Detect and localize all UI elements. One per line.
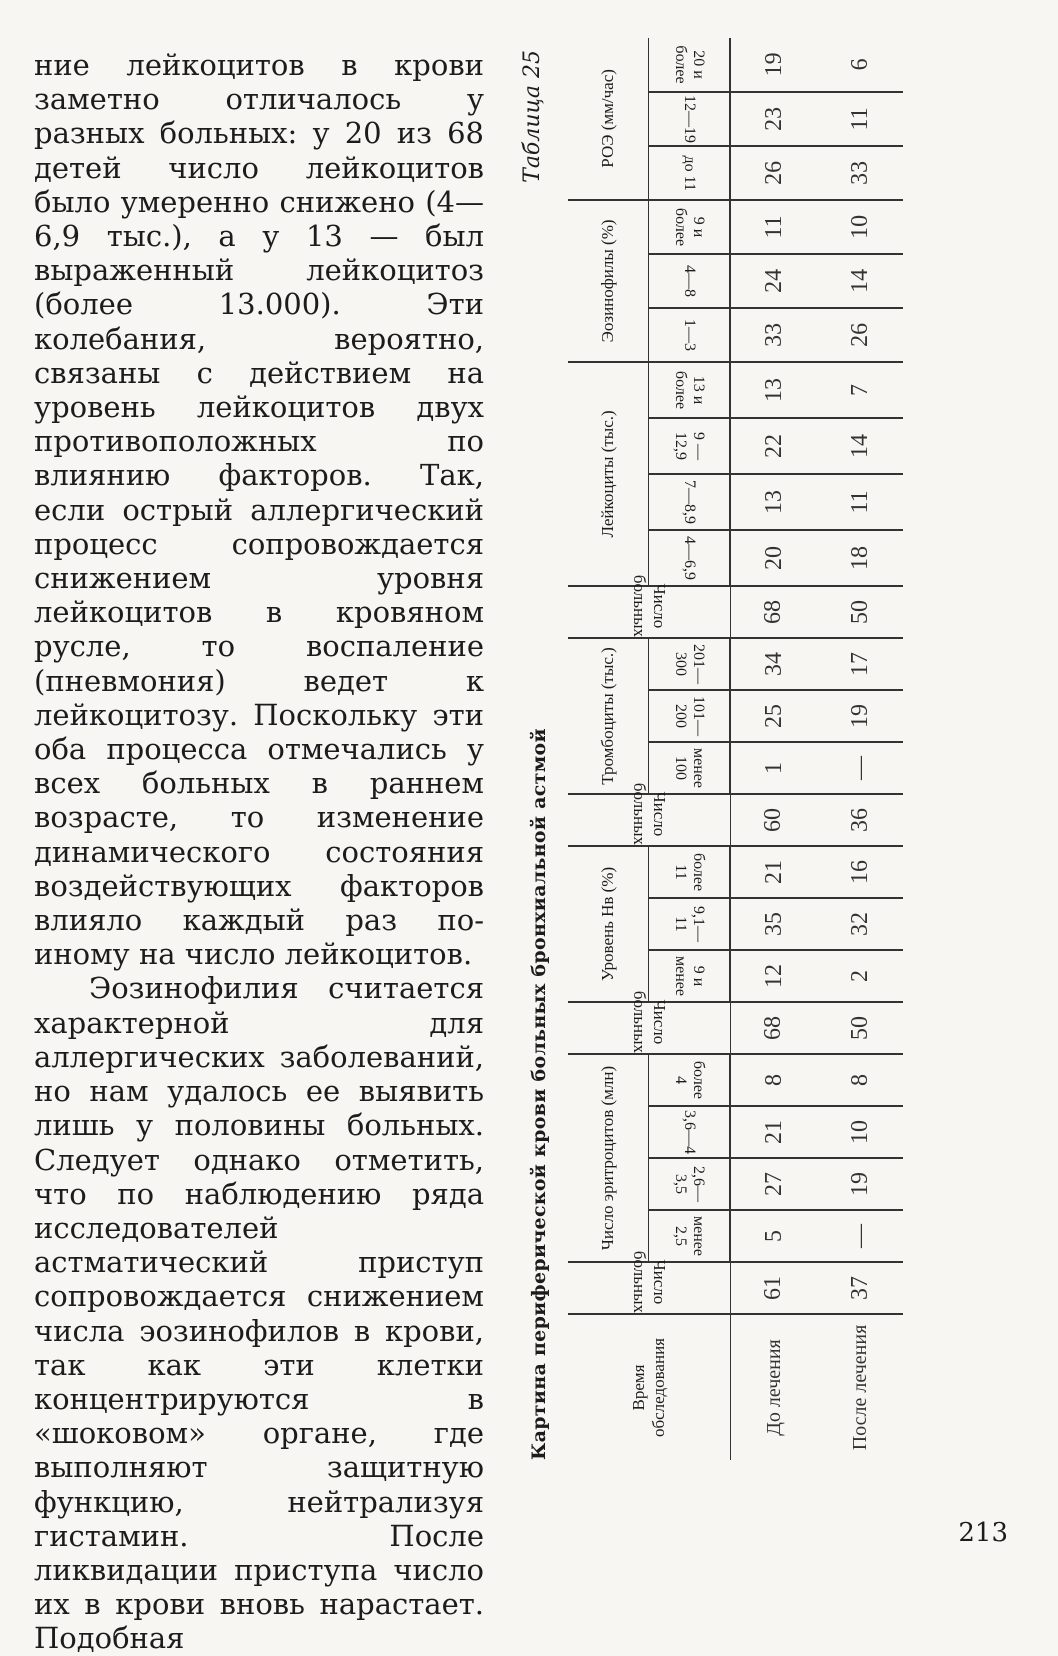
table-cell: 27 bbox=[730, 1158, 817, 1210]
header-count-4 bbox=[568, 574, 730, 638]
header-count-3-text: Число больных bbox=[629, 782, 669, 845]
sub-ery-2-text: 2,6—3,5 bbox=[672, 1166, 707, 1202]
table-cell: 8 bbox=[730, 1054, 817, 1106]
sub-leu-4 bbox=[649, 362, 731, 418]
sub-leu-3 bbox=[649, 418, 731, 474]
table-cell: 23 bbox=[730, 92, 817, 146]
sub-roe-2-text: 12—19 bbox=[681, 94, 698, 143]
sub-leu-1-text: 4—6,9 bbox=[681, 535, 698, 580]
table-cell: 1 bbox=[730, 742, 817, 794]
sub-eos-1 bbox=[649, 308, 731, 362]
sub-ery-3-text: 3,6—4 bbox=[681, 1110, 698, 1154]
table-cell: 13 bbox=[730, 362, 817, 418]
sub-plt-3-text: 201—300 bbox=[672, 643, 707, 684]
table-cell: — bbox=[817, 742, 903, 794]
table-row bbox=[730, 38, 817, 1460]
sub-plt-2 bbox=[649, 690, 731, 742]
sub-hb-3-text: более 11 bbox=[672, 852, 707, 892]
row-label: После лечения bbox=[817, 1314, 903, 1460]
table-cell: 19 bbox=[817, 1158, 903, 1210]
sub-leu-3-text: 9 — 12,9 bbox=[672, 431, 707, 460]
header-leukocytes: Лейкоциты (тыс.) bbox=[568, 362, 649, 586]
table-cell: 50 bbox=[817, 586, 903, 638]
header-erythrocytes: Число эритроцитов (млн) bbox=[568, 1054, 649, 1262]
header-time: Время обследования bbox=[568, 1314, 730, 1460]
row-label: До лечения bbox=[730, 1314, 817, 1460]
table-cell: 37 bbox=[817, 1262, 903, 1314]
sub-eos-3 bbox=[649, 200, 731, 254]
header-count-3 bbox=[568, 782, 730, 846]
sub-eos-2 bbox=[649, 254, 731, 308]
table-cell: 18 bbox=[817, 530, 903, 586]
table-cell: 10 bbox=[817, 200, 903, 254]
table-cell: 33 bbox=[817, 146, 903, 200]
table-cell: 19 bbox=[760, 52, 787, 77]
table-cell: 2 bbox=[817, 950, 903, 1002]
table-cell: 60 bbox=[730, 794, 817, 846]
table-cell: 16 bbox=[817, 846, 903, 898]
sub-plt-1-text: менее 100 bbox=[672, 747, 707, 788]
sub-eos-2-text: 4—8 bbox=[681, 264, 698, 297]
table-cell: 22 bbox=[730, 418, 817, 474]
sub-roe-3 bbox=[649, 38, 731, 92]
table-row bbox=[817, 38, 903, 1460]
table-cell: 11 bbox=[817, 474, 903, 530]
table-cell: 10 bbox=[817, 1106, 903, 1158]
table-cell: 24 bbox=[730, 254, 817, 308]
sub-leu-4-text: 13 и более bbox=[672, 370, 707, 409]
header-eosinophils: Эозинофилы (%) bbox=[568, 200, 649, 362]
header-count-4-text: Число больных bbox=[629, 574, 669, 637]
table-cell: 34 bbox=[730, 638, 817, 690]
table-cell: 26 bbox=[730, 146, 817, 200]
sub-ery-3 bbox=[649, 1106, 731, 1158]
header-row bbox=[568, 38, 649, 1460]
sub-eos-3-text: 9 и более bbox=[672, 207, 707, 246]
table-cell: 13 bbox=[730, 474, 817, 530]
table-cell: 50 bbox=[817, 1002, 903, 1054]
table-label: Таблица 25 bbox=[520, 50, 545, 183]
header-platelets: Тромбоциты (тыс.) bbox=[568, 638, 649, 794]
table-cell: 8 bbox=[817, 1054, 903, 1106]
sub-roe-1 bbox=[649, 146, 731, 200]
body-text bbox=[34, 48, 484, 1656]
paragraph-1: ние лейкоцитов в крови заметно отличалось у разных больных: у 20 из 68 детей число лейкоцитов было умеренно снижено (4—6,9 тыс.), а у 13 — был выраженный лейкоцитоз (более 13.000). Эти колебания, вероятно, связаны с действием на уровень лейкоцитов двух противоположных по влиянию факторов. Так, если острый аллергический процесс сопровождается снижением уровня лейкоцитов в кровяном русле, то воспаление (пневмония) ведет к лейкоцитозу. Поскольку эти оба процесса отмечались у всех больных в раннем возрасте, то изменение динамического состояния воздействующих факторов влияло каждый раз по-иному на число лейкоцитов. bbox=[34, 48, 484, 972]
table-cell: 68 bbox=[730, 1002, 817, 1054]
table-cell: 36 bbox=[817, 794, 903, 846]
sub-ery-4 bbox=[649, 1054, 731, 1106]
sub-leu-2-text: 7—8,9 bbox=[681, 479, 698, 524]
table-cell: 35 bbox=[730, 898, 817, 950]
sub-plt-2-text: 101—200 bbox=[672, 695, 707, 736]
table-cell: — bbox=[817, 1210, 903, 1262]
header-hemoglobin: Уровень Hв (%) bbox=[568, 846, 649, 1002]
table-cell: 20 bbox=[730, 530, 817, 586]
header-count-1 bbox=[568, 1250, 730, 1314]
sub-hb-2-text: 9,1—11 bbox=[672, 905, 707, 942]
table-cell: 17 bbox=[817, 638, 903, 690]
sub-hb-1-text: 9 и менее bbox=[672, 955, 707, 996]
sub-plt-3 bbox=[649, 638, 731, 690]
table-stage bbox=[520, 40, 1030, 1470]
sub-leu-2 bbox=[649, 474, 731, 530]
header-count-2 bbox=[568, 990, 730, 1054]
sub-eos-1-text: 1—3 bbox=[681, 318, 698, 351]
sub-roe-1-text: до 11 bbox=[681, 155, 698, 191]
table-cell: 14 bbox=[817, 418, 903, 474]
sub-ery-2 bbox=[649, 1158, 731, 1210]
table-body bbox=[730, 38, 903, 1460]
table-cell: 6 bbox=[846, 58, 873, 71]
table-caption: Картина периферической крови больных бронхиальной астмой bbox=[528, 728, 550, 1460]
subheader-row bbox=[649, 38, 731, 1460]
table-cell: 33 bbox=[730, 308, 817, 362]
sub-hb-2 bbox=[649, 898, 731, 950]
header-count-1-text: Число больных bbox=[629, 1250, 669, 1314]
page-number: 213 bbox=[958, 1518, 1008, 1548]
table-cell: 5 bbox=[730, 1210, 817, 1262]
table-cell: 21 bbox=[730, 1106, 817, 1158]
sub-ery-4-text: более 4 bbox=[672, 1060, 707, 1100]
table-cell: 11 bbox=[817, 92, 903, 146]
paragraph-2: Эозинофилия считается характерной для аллергических заболеваний, но нам удалось ее выявить лишь у половины больных. Следует однако отметить, что по наблюдению ряда исследователей астматический приступ сопровождается снижением числа эозинофилов в крови, так как эти клетки концентрируются в «шоковом» органе, где выполняют защитную функцию, нейтрализуя гистамин. После ликвидации приступа число их в крови вновь нарастает. Подобная bbox=[34, 971, 484, 1656]
table-cell: 19 bbox=[817, 690, 903, 742]
table-cell: 32 bbox=[817, 898, 903, 950]
table-cell: 7 bbox=[817, 362, 903, 418]
header-count-2-text: Число больных bbox=[629, 990, 669, 1053]
rotated-table-block bbox=[520, 40, 1030, 1470]
sub-roe-3-text: 20 и более bbox=[672, 45, 707, 84]
table-cell: 25 bbox=[730, 690, 817, 742]
table-cell: 12 bbox=[730, 950, 817, 1002]
table-cell: 21 bbox=[730, 846, 817, 898]
header-roe: РОЭ (мм/час) bbox=[568, 38, 649, 200]
table-cell: 14 bbox=[817, 254, 903, 308]
blood-table bbox=[568, 38, 903, 1460]
sub-roe-2 bbox=[649, 92, 731, 146]
table-cell: 68 bbox=[730, 586, 817, 638]
table-cell: 26 bbox=[817, 308, 903, 362]
table-cell: 11 bbox=[730, 200, 817, 254]
table-cell: 61 bbox=[730, 1262, 817, 1314]
sub-hb-3 bbox=[649, 846, 731, 898]
sub-ery-1-text: менее 2,5 bbox=[672, 1216, 707, 1256]
